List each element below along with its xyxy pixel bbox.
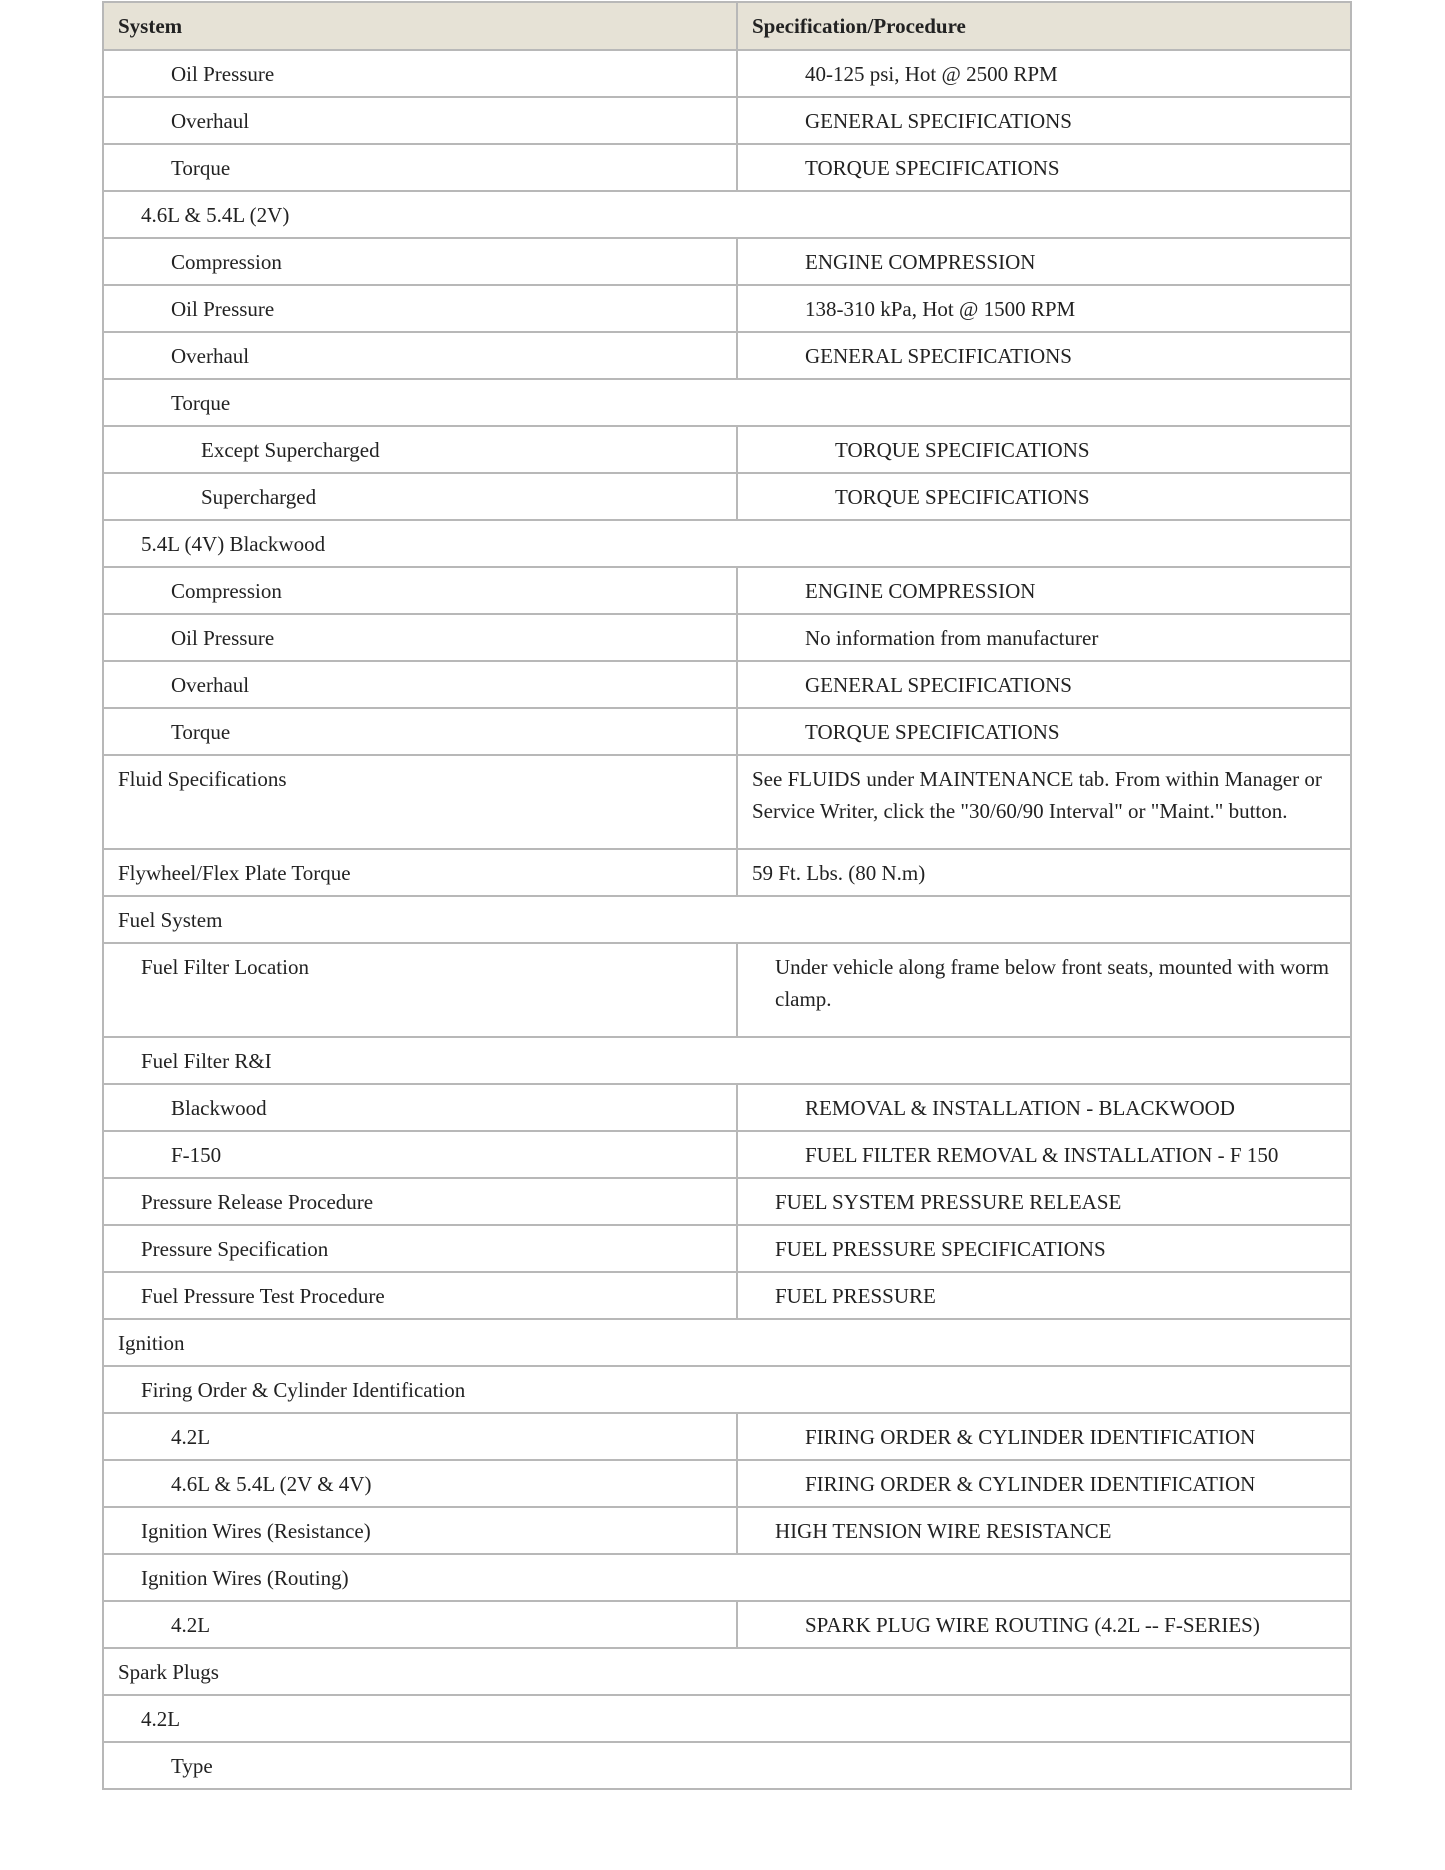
- table-row: [103, 1084, 1351, 1131]
- table-row: [103, 1178, 1351, 1225]
- system-cell: 5.4L (4V) Blackwood: [103, 520, 1351, 567]
- table-row: [103, 1272, 1351, 1319]
- table-section-row: [103, 1695, 1351, 1742]
- system-cell: Overhaul: [103, 332, 737, 379]
- specification-cell: GENERAL SPECIFICATIONS: [737, 97, 1351, 144]
- specification-cell: 40-125 psi, Hot @ 2500 RPM: [737, 50, 1351, 97]
- table-row: [103, 1225, 1351, 1272]
- table-section-row: [103, 1648, 1351, 1695]
- table-row: [103, 144, 1351, 191]
- specification-cell: FUEL PRESSURE SPECIFICATIONS: [737, 1225, 1351, 1272]
- system-cell: 4.2L: [103, 1695, 1351, 1742]
- table-row: [103, 708, 1351, 755]
- system-cell: Pressure Release Procedure: [103, 1178, 737, 1225]
- system-cell: Fluid Specifications: [103, 755, 737, 849]
- table-section-row: [103, 520, 1351, 567]
- specification-cell: FIRING ORDER & CYLINDER IDENTIFICATION: [737, 1460, 1351, 1507]
- system-cell: Fuel Filter Location: [103, 943, 737, 1037]
- system-cell: 4.6L & 5.4L (2V): [103, 191, 1351, 238]
- specification-cell: TORQUE SPECIFICATIONS: [737, 426, 1351, 473]
- table-body: [103, 50, 1351, 1789]
- specification-cell: ENGINE COMPRESSION: [737, 567, 1351, 614]
- table-section-row: [103, 1554, 1351, 1601]
- column-header-specification: Specification/Procedure: [737, 2, 1351, 50]
- specification-cell: FUEL FILTER REMOVAL & INSTALLATION - F 150: [737, 1131, 1351, 1178]
- system-cell: F-150: [103, 1131, 737, 1178]
- system-cell: Ignition Wires (Routing): [103, 1554, 1351, 1601]
- table-section-row: [103, 379, 1351, 426]
- system-cell: Spark Plugs: [103, 1648, 1351, 1695]
- system-cell: 4.2L: [103, 1413, 737, 1460]
- system-cell: Blackwood: [103, 1084, 737, 1131]
- specification-table: [102, 1, 1352, 1790]
- system-cell: Fuel Pressure Test Procedure: [103, 1272, 737, 1319]
- specification-cell: Under vehicle along frame below front seats, mounted with worm clamp.: [737, 943, 1351, 1037]
- system-cell: Overhaul: [103, 97, 737, 144]
- specification-cell: TORQUE SPECIFICATIONS: [737, 708, 1351, 755]
- table-row: [103, 1131, 1351, 1178]
- specification-cell: ENGINE COMPRESSION: [737, 238, 1351, 285]
- system-cell: Oil Pressure: [103, 50, 737, 97]
- system-cell: Compression: [103, 567, 737, 614]
- system-cell: Ignition Wires (Resistance): [103, 1507, 737, 1554]
- table-section-row: [103, 896, 1351, 943]
- specification-cell: REMOVAL & INSTALLATION - BLACKWOOD: [737, 1084, 1351, 1131]
- table-row: [103, 332, 1351, 379]
- table-row: [103, 238, 1351, 285]
- table-row: [103, 849, 1351, 896]
- system-cell: Pressure Specification: [103, 1225, 737, 1272]
- system-cell: Compression: [103, 238, 737, 285]
- table-section-row: [103, 1037, 1351, 1084]
- specification-cell: FUEL PRESSURE: [737, 1272, 1351, 1319]
- table-row: [103, 1413, 1351, 1460]
- specification-cell: See FLUIDS under MAINTENANCE tab. From within Manager or Service Writer, click the "30/60/90 Interval" or "Maint." button.: [737, 755, 1351, 849]
- specification-cell: TORQUE SPECIFICATIONS: [737, 473, 1351, 520]
- specification-cell: SPARK PLUG WIRE ROUTING (4.2L -- F-SERIES): [737, 1601, 1351, 1648]
- system-cell: Fuel Filter R&I: [103, 1037, 1351, 1084]
- system-cell: Overhaul: [103, 661, 737, 708]
- system-cell: Ignition: [103, 1319, 1351, 1366]
- specification-cell: FIRING ORDER & CYLINDER IDENTIFICATION: [737, 1413, 1351, 1460]
- system-cell: Fuel System: [103, 896, 1351, 943]
- specification-cell: No information from manufacturer: [737, 614, 1351, 661]
- system-cell: Torque: [103, 379, 1351, 426]
- system-cell: 4.6L & 5.4L (2V & 4V): [103, 1460, 737, 1507]
- specification-cell: 59 Ft. Lbs. (80 N.m): [737, 849, 1351, 896]
- system-cell: Torque: [103, 708, 737, 755]
- table-header-row: [103, 2, 1351, 50]
- specification-cell: GENERAL SPECIFICATIONS: [737, 332, 1351, 379]
- system-cell: Oil Pressure: [103, 614, 737, 661]
- system-cell: Supercharged: [103, 473, 737, 520]
- system-cell: 4.2L: [103, 1601, 737, 1648]
- system-cell: Firing Order & Cylinder Identification: [103, 1366, 1351, 1413]
- column-header-system: System: [103, 2, 737, 50]
- specification-cell: HIGH TENSION WIRE RESISTANCE: [737, 1507, 1351, 1554]
- table-section-row: [103, 1742, 1351, 1789]
- system-cell: Torque: [103, 144, 737, 191]
- system-cell: Except Supercharged: [103, 426, 737, 473]
- table-row: [103, 1601, 1351, 1648]
- specification-cell: FUEL SYSTEM PRESSURE RELEASE: [737, 1178, 1351, 1225]
- table-row: [103, 755, 1351, 849]
- table-row: [103, 473, 1351, 520]
- table-row: [103, 50, 1351, 97]
- system-cell: Type: [103, 1742, 1351, 1789]
- table-section-row: [103, 1319, 1351, 1366]
- table-row: [103, 1507, 1351, 1554]
- table-row: [103, 614, 1351, 661]
- system-cell: Oil Pressure: [103, 285, 737, 332]
- specification-cell: GENERAL SPECIFICATIONS: [737, 661, 1351, 708]
- table-row: [103, 943, 1351, 1037]
- system-cell: Flywheel/Flex Plate Torque: [103, 849, 737, 896]
- table-row: [103, 97, 1351, 144]
- specification-cell: TORQUE SPECIFICATIONS: [737, 144, 1351, 191]
- table-row: [103, 661, 1351, 708]
- table-row: [103, 426, 1351, 473]
- table-row: [103, 285, 1351, 332]
- table-section-row: [103, 1366, 1351, 1413]
- table-row: [103, 1460, 1351, 1507]
- table-section-row: [103, 191, 1351, 238]
- specification-cell: 138-310 kPa, Hot @ 1500 RPM: [737, 285, 1351, 332]
- table-row: [103, 567, 1351, 614]
